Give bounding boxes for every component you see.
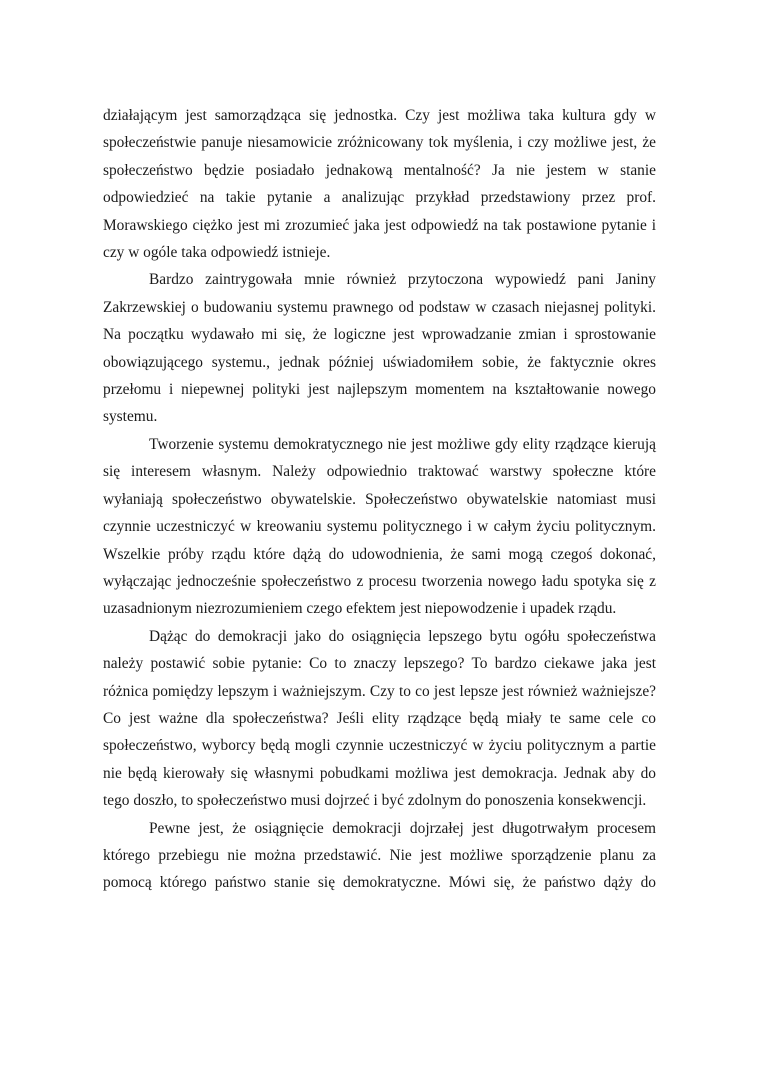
document-body	[103, 102, 656, 897]
paragraph-4: Dążąc do demokracji jako do osiągnięcia lepszego bytu ogółu społeczeństwa należy postawić sobie pytanie: Co to znaczy lepszego? To bardzo ciekawe jaka jest różnica pomiędzy lepszym i ważniejszym. Czy to co jest lepsze jest również ważniejsze? Co jest ważne dla społeczeństwa? Jeśli elity rządzące będą miały te same cele co społeczeństwo, wyborcy będą mogli czynnie uczestniczyć w życiu politycznym a partie nie będą kierowały się własnymi pobudkami możliwa jest demokracja. Jednak aby do tego doszło, to społeczeństwo musi dojrzeć i być zdolnym do ponoszenia konsekwencji.	[103, 627, 656, 810]
paragraph-1: działającym jest samorządząca się jednostka. Czy jest możliwa taka kultura gdy w społeczeństwie panuje niesamowicie zróżnicowany tok myślenia, i czy możliwe jest, że społeczeństwo będzie posiadało jednakową mentalność? Ja nie jestem w stanie odpowiedzieć na takie pytanie a analizując przykład przedstawiony przez prof. Morawskiego ciężko jest mi zrozumieć jaka jest odpowiedź na tak postawione pytanie i czy w ogóle taka odpowiedź istnieje.	[103, 107, 656, 262]
paragraph-5: Pewne jest, że osiągnięcie demokracji dojrzałej jest długotrwałym procesem którego przebiegu nie można przedstawić. Nie jest możliwe sporządzenie planu za pomocą którego państwo stanie się demokratyczne. Mówi się, że państwo dąży do	[103, 819, 656, 892]
paragraph-2: Bardzo zaintrygowała mnie również przytoczona wypowiedź pani Janiny Zakrzewskiej o budowaniu systemu prawnego od podstaw w czasach niejasnej polityki. Na początku wydawało mi się, że logiczne jest wprowadzanie zmian i sprostowanie obowiązującego systemu., jednak później uświadomiłem sobie, że faktycznie okres przełomu i niepewnej polityki jest najlepszym momentem na kształtowanie nowego systemu.	[103, 271, 656, 426]
paragraph-3: Tworzenie systemu demokratycznego nie jest możliwe gdy elity rządzące kierują się interesem własnym. Należy odpowiednio traktować warstwy społeczne które wyłaniają społeczeństwo obywatelskie. Społeczeństwo obywatelskie natomiast musi czynnie uczestniczyć w kreowaniu systemu politycznego i w całym życiu politycznym. Wszelkie próby rządu które dążą do udowodnienia, że sami mogą czegoś dokonać, wyłączając jednocześnie społeczeństwo z procesu tworzenia nowego ładu spotyka się z uzasadnionym niezrozumieniem czego efektem jest niepowodzenie i upadek rządu.	[103, 435, 656, 618]
